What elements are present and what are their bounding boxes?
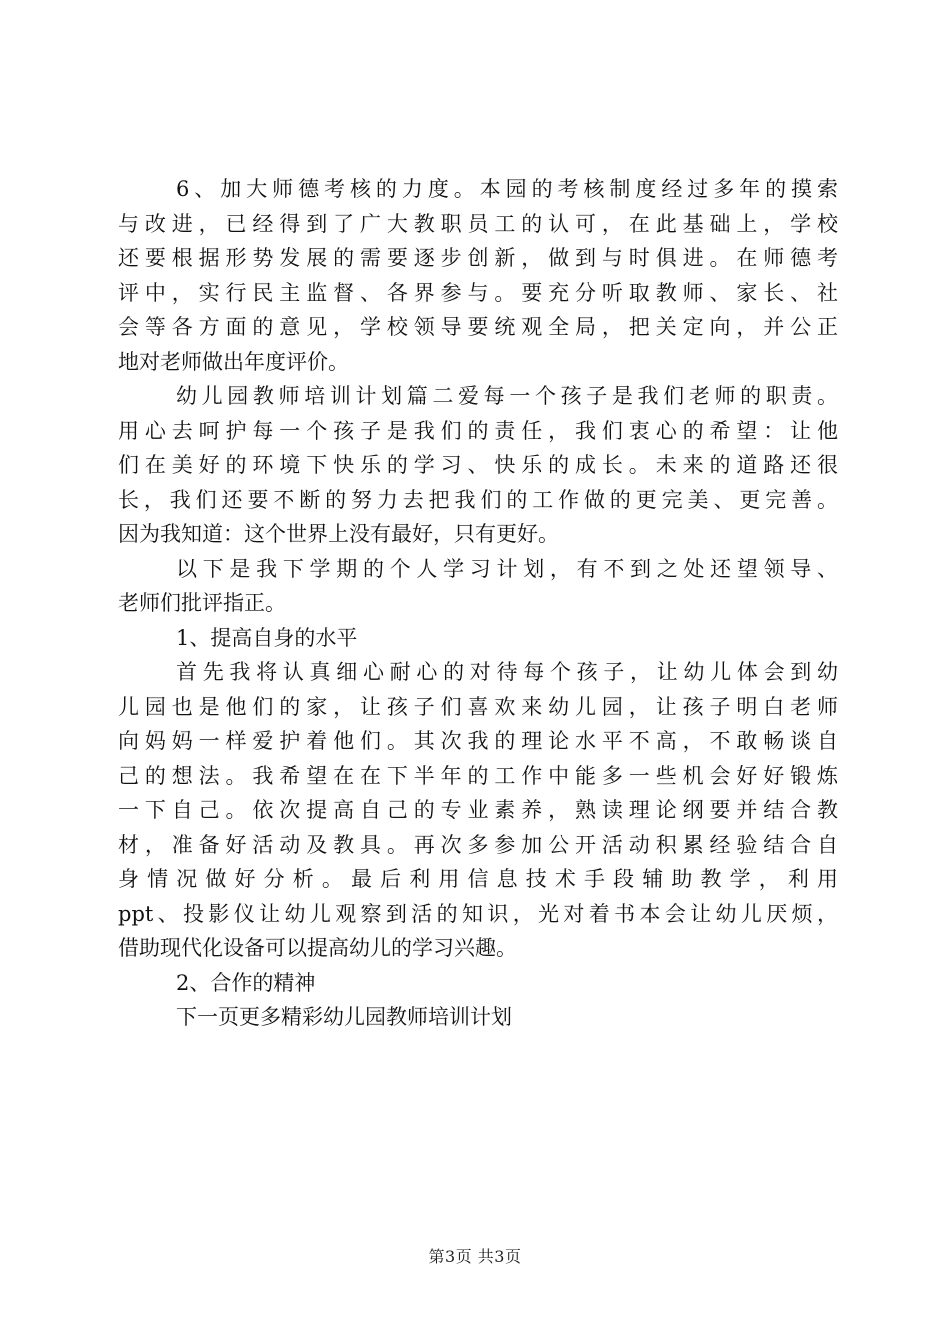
text-line: 1、提高自身的水平 [176,625,358,650]
text-line: 以下是我下学期的个人学习计划，有不到之处还望领导、 [176,556,838,581]
text-line: 身情况做好分析。最后利用信息技术手段辅助教学，利用 [118,867,838,891]
text-line: 因为我知道：这个世界上没有最好，只有更好。 [118,522,559,546]
text-line: 们在美好的环境下快乐的学习、快乐的成长。未来的道路还很 [118,453,838,477]
text-line: 评中，实行民主监督、各界参与。要充分听取教师、家长、社 [118,280,838,305]
text-line: 儿园也是他们的家，让孩子们喜欢来幼儿园，让孩子明白老师 [118,694,838,719]
text-line: 长，我们还要不断的努力去把我们的工作做的更完美、更完善。 [118,487,838,512]
text-line: ppt、投影仪让幼儿观察到活的知识，光对着书本会让幼儿厌烦， [118,901,838,926]
text-line: 地对老师做出年度评价。 [118,349,349,374]
text-line: 向妈妈一样爱护着他们。其次我的理论水平不高，不敢畅谈自 [118,729,838,753]
paragraph [118,621,838,656]
paragraph [118,655,838,966]
text-line: 用心去呵护每一个孩子是我们的责任，我们衷心的希望：让他 [118,418,838,443]
paragraph [118,552,838,621]
text-line: 下一页更多精彩幼儿园教师培训计划 [176,1005,512,1029]
document-body [118,172,838,1035]
text-line: 材，准备好活动及教具。再次多参加公开活动积累经验结合自 [118,832,838,857]
text-line: 2、合作的精神 [176,970,316,995]
text-line: 还要根据形势发展的需要逐步创新，做到与时俱进。在师德考 [118,246,838,270]
paragraph [118,379,838,552]
page-footer: 第3页 共3页 [428,1247,522,1266]
paragraph [118,172,838,379]
paragraph [118,1000,838,1035]
text-line: 首先我将认真细心耐心的对待每个孩子，让幼儿体会到幼 [176,660,838,684]
text-line: 会等各方面的意见，学校领导要统观全局，把关定向，并公正 [118,315,838,339]
text-line: 借助现代化设备可以提高幼儿的学习兴趣。 [118,936,517,960]
text-line: 幼儿园教师培训计划篇二爱每一个孩子是我们老师的职责。 [176,384,838,408]
text-line: 6、加大师德考核的力度。本园的考核制度经过多年的摸索 [176,177,838,201]
text-line: 一下自己。依次提高自己的专业素养，熟读理论纲要并结合教 [118,798,838,822]
paragraph [118,966,838,1001]
text-line: 己的想法。我希望在在下半年的工作中能多一些机会好好锻炼 [118,763,838,788]
text-line: 与改进，已经得到了广大教职员工的认可，在此基础上，学校 [118,211,838,236]
text-line: 老师们批评指正。 [118,591,286,615]
